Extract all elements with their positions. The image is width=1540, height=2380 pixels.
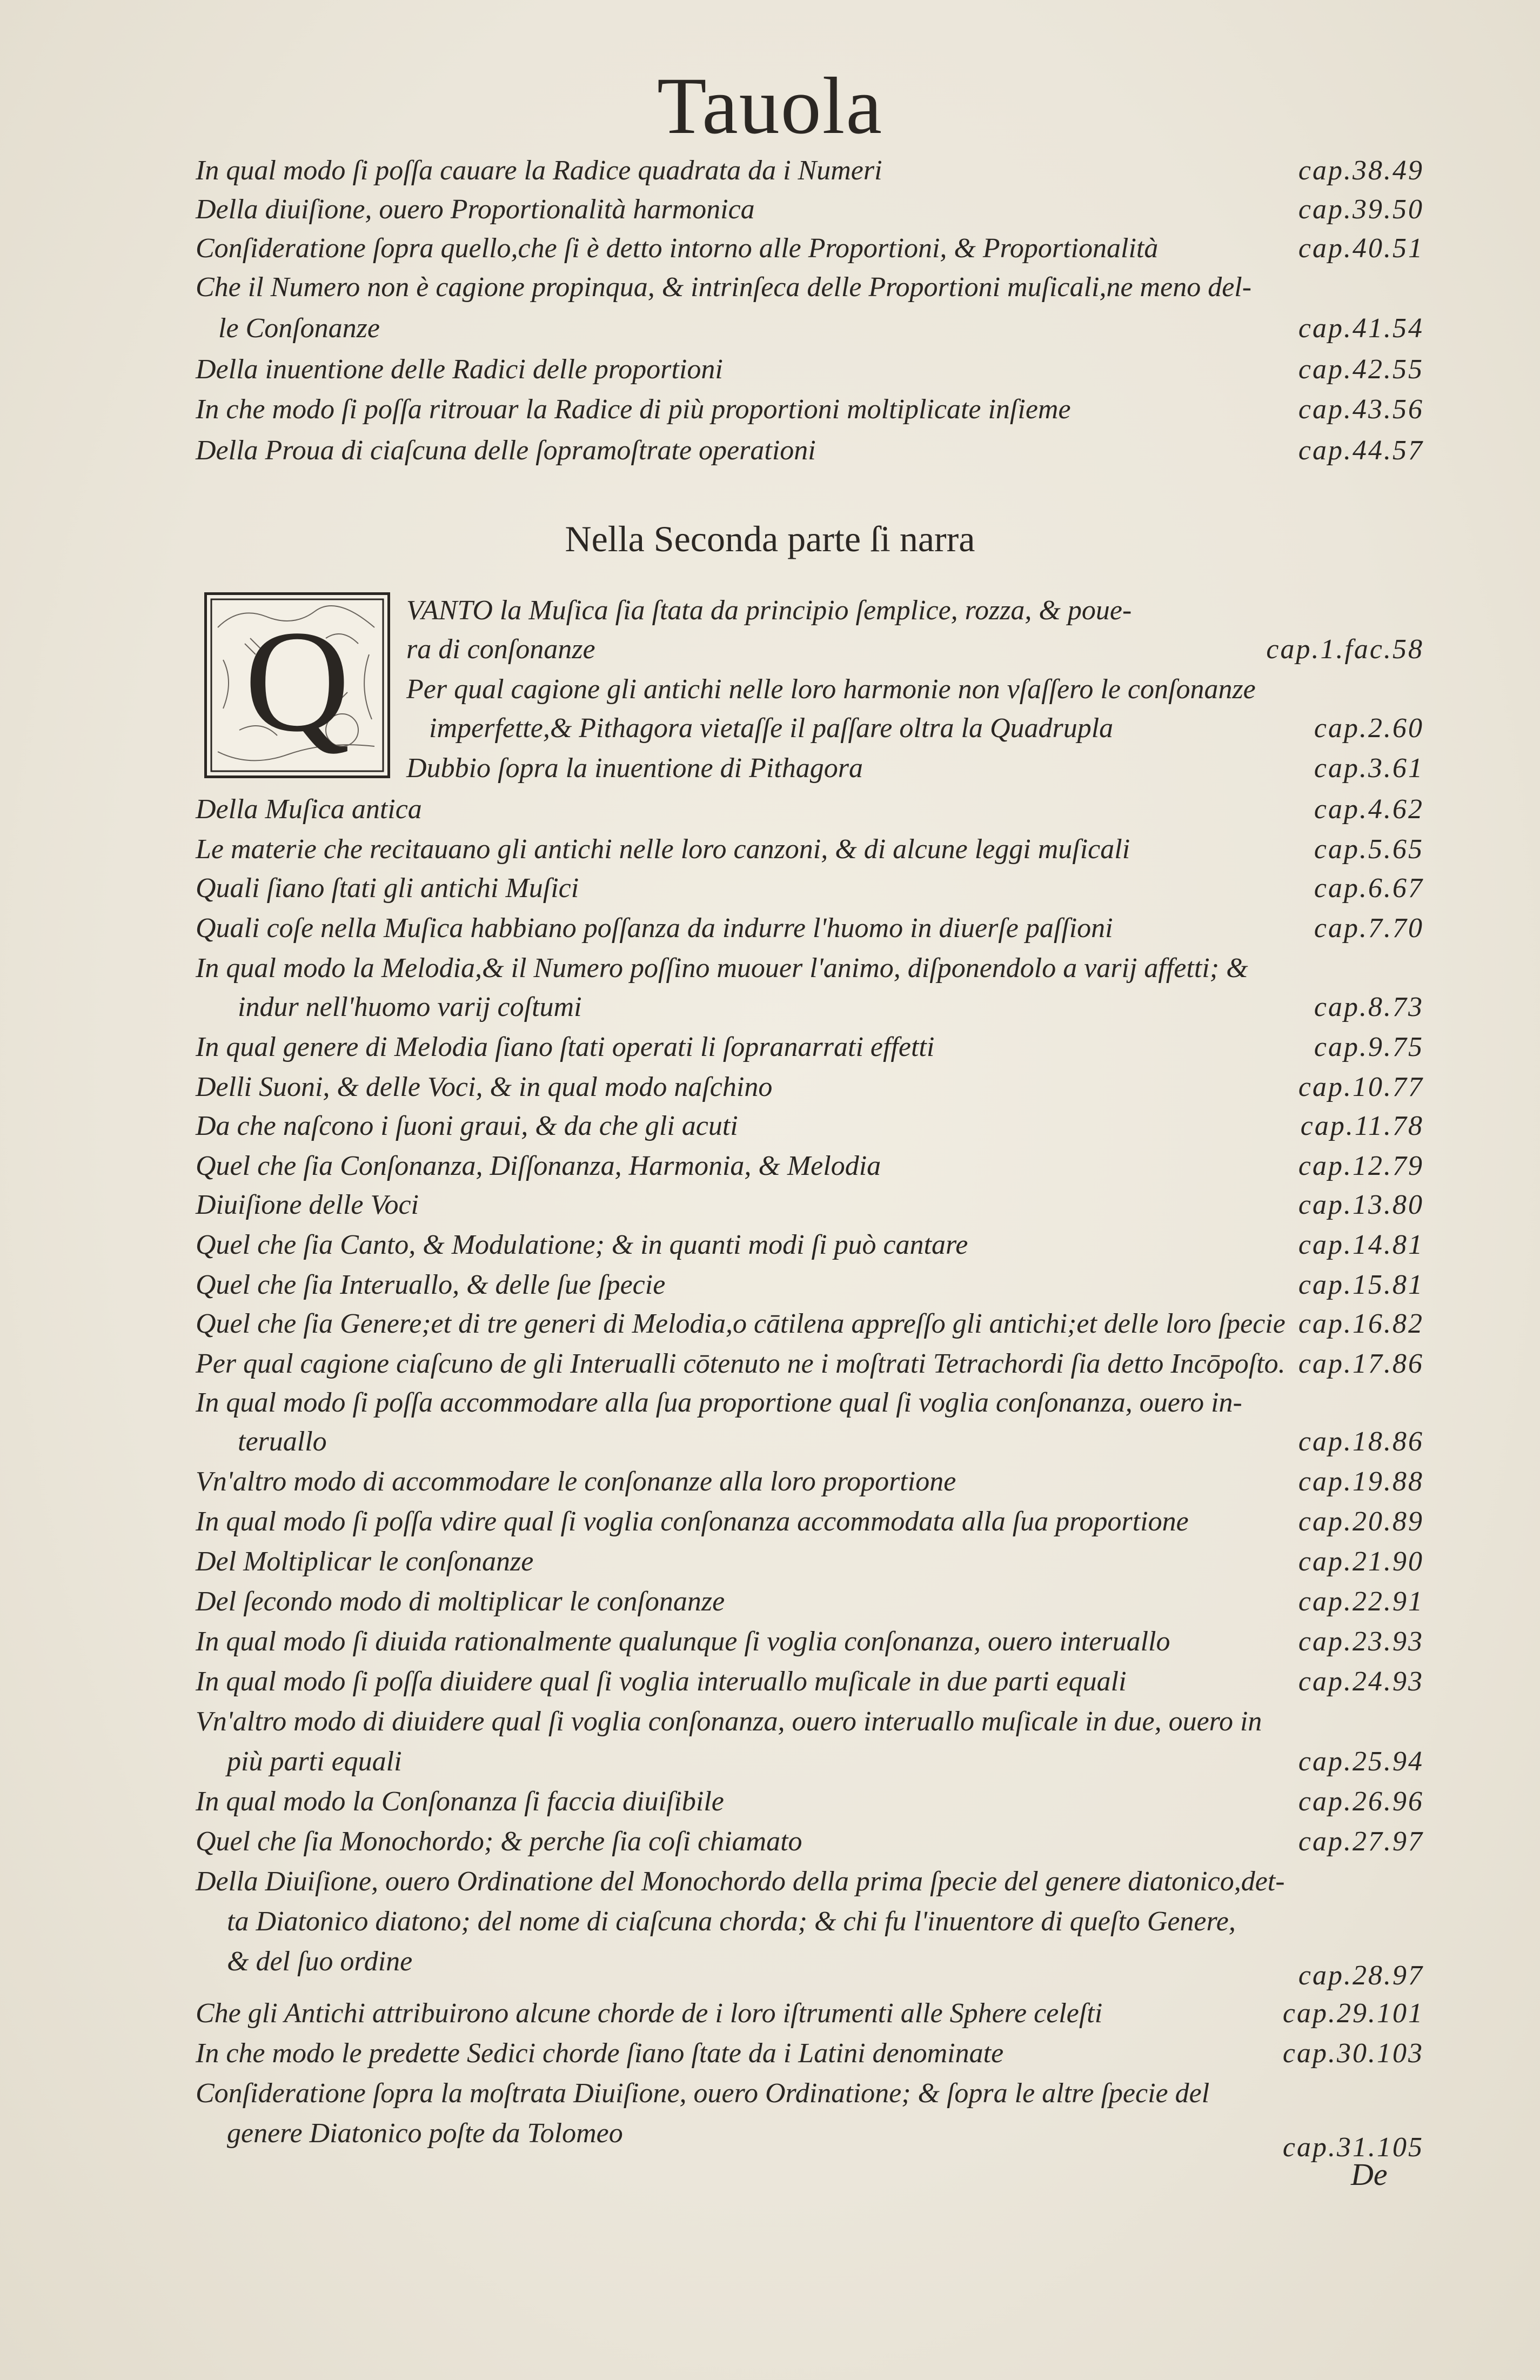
entry-title-line: Dubbio ſopra la inuentione di Pithagora: [406, 753, 863, 784]
chapter-page-reference: cap.29.101: [1282, 1998, 1424, 2029]
entry-title-line: Della inuentione delle Radici delle proportioni: [196, 354, 723, 385]
chapter-page-reference: cap.31.105: [1282, 2132, 1424, 2163]
entry-title-line: teruallo: [238, 1426, 327, 1457]
chapter-page-reference: cap.4.62: [1314, 794, 1424, 825]
chapter-page-reference: cap.5.65: [1314, 834, 1424, 865]
chapter-page-reference: cap.1.fac.58: [1266, 634, 1424, 665]
chapter-page-reference: cap.42.55: [1298, 354, 1424, 385]
entry-title-line: Per qual cagione gli antichi nelle loro harmonie non vſaſſero le conſonanze: [406, 674, 1256, 705]
catchword: De: [1351, 2157, 1388, 2192]
entry-title-line: più parti equali: [227, 1746, 402, 1777]
chapter-page-reference: cap.22.91: [1298, 1586, 1424, 1617]
entry-title-line: Da che naſcono i ſuoni graui, & da che gli acuti: [196, 1111, 738, 1141]
entry-title-line: Diuiſione delle Voci: [196, 1189, 419, 1220]
entry-title-line: In che modo le predette Sedici chorde ſiano ſtate da i Latini denominate: [196, 2038, 1004, 2069]
entry-title-line: Della Muſica antica: [196, 794, 422, 825]
chapter-page-reference: cap.27.97: [1298, 1826, 1424, 1857]
entry-title-line: genere Diatonico poſte da Tolomeo: [227, 2118, 623, 2149]
chapter-page-reference: cap.28.97: [1298, 1960, 1424, 1991]
chapter-page-reference: cap.6.67: [1314, 873, 1424, 904]
chapter-page-reference: cap.19.88: [1298, 1466, 1424, 1497]
chapter-page-reference: cap.24.93: [1298, 1666, 1424, 1697]
entry-title-line: Vn'altro modo di diuidere qual ſi voglia conſonanza, ouero interuallo muſicale in due, ouero in: [196, 1706, 1262, 1737]
chapter-page-reference: cap.23.93: [1298, 1626, 1424, 1657]
chapter-page-reference: cap.30.103: [1282, 2038, 1424, 2069]
woodcut-ornament-icon: [207, 595, 387, 775]
chapter-page-reference: cap.26.96: [1298, 1786, 1424, 1817]
entry-title-line: imperfette,& Pithagora vietaſſe il paſſare oltra la Quadrupla: [429, 713, 1114, 744]
decorated-initial-q: [204, 592, 390, 778]
entry-title-line: Della Proua di ciaſcuna delle ſopramoſtrate operationi: [196, 435, 816, 466]
entry-title-line: Del ſecondo modo di moltiplicar le conſonanze: [196, 1586, 725, 1617]
section-heading: Nella Seconda parte ſi narra: [565, 518, 975, 559]
entry-title-line: Le materie che recitauano gli antichi nelle loro canzoni, & di alcune leggi muſicali: [196, 834, 1130, 865]
chapter-page-reference: cap.43.56: [1298, 394, 1424, 425]
chapter-page-reference: cap.25.94: [1298, 1746, 1424, 1777]
entry-title-line: Quali ſiano ſtati gli antichi Muſici: [196, 873, 579, 904]
chapter-page-reference: cap.11.78: [1300, 1111, 1424, 1141]
entry-title-line: Quel che ſia Conſonanza, Diſſonanza, Harmonia, & Melodia: [196, 1151, 881, 1181]
chapter-page-reference: cap.16.82: [1298, 1308, 1424, 1339]
chapter-page-reference: cap.18.86: [1298, 1426, 1424, 1457]
entry-title-line: In qual modo ſi poſſa cauare la Radice quadrata da i Numeri: [196, 155, 882, 186]
entry-title-line: Quel che ſia Canto, & Modulatione; & in quanti modi ſi può cantare: [196, 1229, 968, 1260]
entry-title-line: Del Moltiplicar le conſonanze: [196, 1546, 534, 1577]
chapter-page-reference: cap.41.54: [1298, 313, 1424, 344]
entry-title-line: Che gli Antichi attribuirono alcune chorde de i loro iſtrumenti alle Sphere celeſti: [196, 1998, 1103, 2029]
chapter-page-reference: cap.14.81: [1298, 1229, 1424, 1260]
chapter-page-reference: cap.39.50: [1298, 194, 1424, 225]
chapter-page-reference: cap.10.77: [1298, 1072, 1424, 1102]
entry-title-line: Quali coſe nella Muſica habbiano poſſanza da indurre l'huomo in diuerſe paſſioni: [196, 913, 1113, 944]
chapter-page-reference: cap.2.60: [1314, 713, 1424, 744]
entry-title-line: Conſideratione ſopra quello,che ſi è detto intorno alle Proportioni, & Proportionalità: [196, 233, 1159, 264]
chapter-page-reference: cap.38.49: [1298, 155, 1424, 186]
initial-letter: Q: [244, 600, 350, 762]
entry-title-line: Quel che ſia Genere;et di tre generi di Melodia,o cātilena appreſſo gli antichi;et delle loro ſpecie: [196, 1308, 1285, 1339]
chapter-page-reference: cap.7.70: [1314, 913, 1424, 944]
chapter-page-reference: cap.44.57: [1298, 435, 1424, 466]
entry-title-line: Quel che ſia Monochordo; & perche ſia coſi chiamato: [196, 1826, 802, 1857]
entry-title-line: le Conſonanze: [218, 313, 380, 344]
entry-title-line: ra di conſonanze: [406, 634, 595, 665]
entry-title-line: indur nell'huomo varij coſtumi: [238, 992, 582, 1022]
entry-title-line: Che il Numero non è cagione propinqua, & intrinſeca delle Proportioni muſicali,ne meno del-: [196, 272, 1252, 303]
entry-title-line: In qual genere di Melodia ſiano ſtati operati li ſopranarrati effetti: [196, 1032, 935, 1062]
chapter-page-reference: cap.40.51: [1298, 233, 1424, 264]
chapter-page-reference: cap.13.80: [1298, 1189, 1424, 1220]
entry-title-line: VANTO la Muſica ſia ſtata da principio ſemplice, rozza, & poue-: [406, 595, 1132, 626]
entry-title-line: Vn'altro modo di accommodare le conſonanze alla loro proportione: [196, 1466, 956, 1497]
page-title: Tauola: [657, 61, 883, 151]
chapter-page-reference: cap.15.81: [1298, 1269, 1424, 1300]
entry-title-line: In qual modo ſi diuida rationalmente qualunque ſi voglia conſonanza, ouero interuallo: [196, 1626, 1170, 1657]
entry-title-line: Della Diuiſione, ouero Ordinatione del Monochordo della prima ſpecie del genere diatonico,det-: [196, 1866, 1285, 1897]
chapter-page-reference: cap.9.75: [1314, 1032, 1424, 1062]
entry-title-line: Per qual cagione ciaſcuno de gli Interualli cōtenuto ne i moſtrati Tetrachordi ſia detto Incōpoſto.: [196, 1348, 1285, 1379]
entry-title-line: In qual modo ſi poſſa accommodare alla ſua proportione qual ſi voglia conſonanza, ouero in-: [196, 1387, 1242, 1418]
entry-title-line: In qual modo la Conſonanza ſi faccia diuiſibile: [196, 1786, 724, 1817]
entry-title-line: In che modo ſi poſſa ritrouar la Radice di più proportioni moltiplicate inſieme: [196, 394, 1071, 425]
entry-title-line: In qual modo la Melodia,& il Numero poſſino muouer l'animo, diſponendolo a varij affetti; &: [196, 953, 1248, 984]
entry-title-line: In qual modo ſi poſſa vdire qual ſi voglia conſonanza accommodata alla ſua proportione: [196, 1506, 1189, 1537]
entry-title-line: In qual modo ſi poſſa diuidere qual ſi voglia interuallo muſicale in due parti equali: [196, 1666, 1127, 1697]
chapter-page-reference: cap.20.89: [1298, 1506, 1424, 1537]
chapter-page-reference: cap.17.86: [1298, 1348, 1424, 1379]
chapter-page-reference: cap.12.79: [1298, 1151, 1424, 1181]
entry-title-line: & del ſuo ordine: [227, 1946, 413, 1977]
entry-title-line: Conſideratione ſopra la moſtrata Diuiſione, ouero Ordinatione; & ſopra le altre ſpecie del: [196, 2078, 1210, 2109]
entry-title-line: Quel che ſia Interuallo, & delle ſue ſpecie: [196, 1269, 666, 1300]
entry-title-line: ta Diatonico diatono; del nome di ciaſcuna chorda; & chi fu l'inuentore di queſto Genere,: [227, 1906, 1236, 1937]
entry-title-line: Delli Suoni, & delle Voci, & in qual modo naſchino: [196, 1072, 773, 1102]
chapter-page-reference: cap.21.90: [1298, 1546, 1424, 1577]
entry-title-line: Della diuiſione, ouero Proportionalità harmonica: [196, 194, 755, 225]
chapter-page-reference: cap.3.61: [1314, 753, 1424, 784]
chapter-page-reference: cap.8.73: [1314, 992, 1424, 1022]
